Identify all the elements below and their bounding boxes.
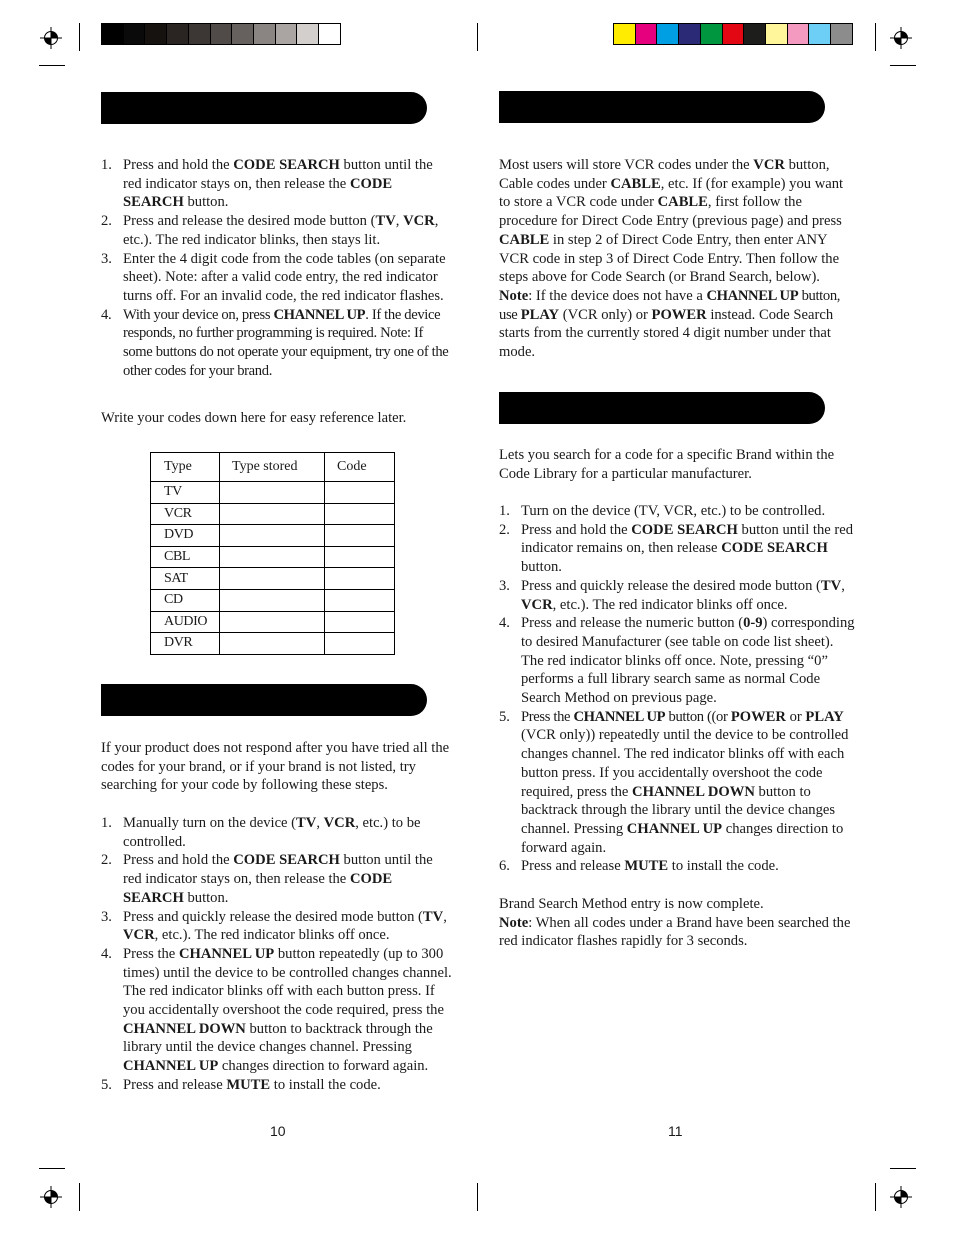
calibration-swatch	[809, 24, 831, 44]
code-table-code-cell	[325, 611, 395, 633]
calibration-swatch	[232, 24, 254, 44]
text-run: to install the code.	[668, 858, 779, 875]
code-table-code-cell	[325, 503, 395, 525]
bold-term: TV	[375, 213, 396, 230]
bold-term: CHANNEL UP	[273, 306, 366, 323]
code-table-code-cell	[325, 482, 395, 504]
calibration-swatch	[189, 24, 211, 44]
brand-search-header-band	[499, 392, 825, 424]
step-item	[499, 521, 855, 577]
brand-search-steps	[499, 502, 855, 876]
bold-term: CODE SEARCH	[123, 871, 393, 906]
bold-term: CHANNEL UP	[626, 820, 723, 837]
code-table-stored-cell	[220, 633, 325, 655]
text-run: , etc.). The red indicator blinks, then stays lit.	[123, 213, 439, 248]
step-number: 3.	[101, 250, 112, 267]
code-table-header-stored: Type stored	[220, 453, 325, 482]
code-table-row	[151, 546, 395, 568]
text-run: button until the red indicator remains on, then release	[521, 521, 854, 557]
brand-search-intro	[499, 446, 839, 483]
text-run: in step 2 of Direct Code Entry, then enter ANY VCR code in step 3 of Direct Code Entry. Then follow the steps above for Code Search (or Brand Search, below).	[499, 231, 840, 286]
code-table-type-cell: SAT	[151, 568, 220, 590]
code-table-type-cell: DVR	[151, 633, 220, 655]
text-run: Manually turn on the device (	[123, 815, 297, 831]
step-item	[101, 306, 455, 381]
step-item	[499, 857, 855, 876]
text-run: button to backtrack through the library until the device changes channel. Pressing	[123, 1020, 433, 1056]
calibration-swatch	[636, 24, 658, 44]
bold-term: CHANNEL UP	[573, 708, 666, 725]
calibration-swatch	[211, 24, 233, 44]
bold-term: CODE SEARCH	[123, 175, 393, 211]
text-run: , first follow the procedure for Direct Code Entry (previous page) and press	[499, 194, 842, 230]
text-run: With your device on, press	[123, 306, 274, 323]
code-table-code-cell	[325, 633, 395, 655]
calibration-swatch	[701, 24, 723, 44]
code-table-code-cell	[325, 546, 395, 568]
code-table-stored-cell	[220, 589, 325, 611]
registration-target-icon	[40, 1186, 62, 1208]
step-item	[101, 1076, 455, 1095]
text-run: button ((or	[665, 708, 731, 725]
bold-term: CHANNEL UP	[123, 1058, 219, 1075]
bold-term: CODE SEARCH	[233, 157, 340, 173]
text-run: button.	[183, 889, 229, 906]
step-item	[101, 250, 455, 306]
text-run: , etc. If (for example) you want to store a VCR code under	[499, 175, 844, 211]
bold-term: VCR	[753, 157, 785, 173]
step-number: 5.	[499, 708, 510, 725]
text-run: button, use	[499, 287, 841, 323]
bold-term: POWER	[651, 306, 707, 323]
bold-term: PLAY	[805, 708, 844, 725]
bold-term: VCR	[403, 213, 435, 230]
page-number-right: 11	[668, 1123, 683, 1139]
bold-term: 0-9	[743, 615, 763, 632]
brand-note-label: Note	[499, 914, 529, 931]
step-number: 1.	[101, 815, 112, 831]
brand-note	[499, 914, 859, 951]
text-run: : If the device does not have a	[528, 287, 707, 304]
bold-term: CODE SEARCH	[631, 521, 738, 538]
step-item	[101, 851, 455, 907]
text-run: Press and release	[123, 1076, 227, 1093]
step-item	[499, 614, 855, 708]
code-table-code-cell	[325, 525, 395, 547]
step-number: 3.	[101, 908, 112, 925]
code-table-code-cell	[325, 568, 395, 590]
text-run: Press and quickly release the desired mode button (	[123, 908, 423, 925]
code-search-header-band	[101, 684, 427, 716]
direct-code-entry-header-band	[101, 92, 427, 124]
storing-codes-text	[499, 156, 855, 362]
calibration-swatch	[254, 24, 276, 44]
code-table-header-code: Code	[325, 453, 395, 482]
step-item	[101, 814, 455, 851]
step-item	[101, 156, 455, 212]
calibration-swatch	[788, 24, 810, 44]
registration-target-icon	[890, 27, 912, 49]
text-run: ) corresponding to desired Manufacturer (see table on code list sheet). The red indicator blinks off once. Note, pressing “0” performs a full library search same as normal Code Search Method on previous page.	[521, 615, 855, 707]
calibration-swatch	[679, 24, 701, 44]
code-table-stored-cell	[220, 546, 325, 568]
calibration-swatch	[145, 24, 167, 44]
calibration-swatch	[319, 24, 340, 44]
code-table-stored-cell	[220, 568, 325, 590]
text-run: ,	[395, 213, 404, 230]
storing-codes-paragraph	[499, 156, 855, 362]
code-table-type-cell: TV	[151, 482, 220, 504]
page-number-left: 10	[270, 1123, 286, 1139]
bold-term: TV	[820, 577, 842, 594]
code-search-intro-text: If your product does not respond after you have tried all the codes for your brand, or if your brand is not listed, try searching for your code by following these steps.	[101, 740, 450, 794]
text-run: . If the device responds, no further programming is required. Note: If some buttons do not operate your equipment, try one of the other codes for your brand.	[123, 306, 449, 379]
text-run: button until the red indicator stays on, then release the	[123, 852, 433, 888]
bold-term: CHANNEL UP	[706, 287, 799, 304]
calibration-swatch	[614, 24, 636, 44]
bold-term: Note	[499, 287, 529, 304]
text-run: button.	[183, 194, 229, 211]
registration-target-icon	[40, 27, 62, 49]
step-number: 2.	[499, 521, 510, 538]
bold-term: VCR	[521, 596, 553, 613]
code-table-row	[151, 611, 395, 633]
text-run: button repeatedly (up to 300 times) until the device to be controlled changes channel. The red indicator blinks off with each button press. If you accidentally overshoot the code required, press the	[123, 945, 452, 1019]
bold-term: CHANNEL DOWN	[123, 1020, 246, 1037]
text-run: , etc.) to be controlled.	[123, 815, 421, 850]
text-run: ,	[443, 908, 447, 925]
write-codes-note-text: Write your codes down here for easy reference later.	[101, 410, 407, 426]
step-number: 2.	[101, 213, 112, 230]
bold-term: CABLE	[657, 194, 708, 211]
code-table-stored-cell	[220, 525, 325, 547]
text-run: button, Cable codes under	[499, 157, 830, 192]
code-search-steps	[101, 814, 455, 1095]
text-run: Press and hold the	[123, 852, 234, 869]
step-number: 6.	[499, 858, 510, 875]
code-table-row	[151, 482, 395, 504]
code-table-code-cell	[325, 589, 395, 611]
grayscale-calibration-bar	[101, 23, 341, 45]
step-number: 5.	[101, 1076, 112, 1093]
code-table-type-cell: VCR	[151, 503, 220, 525]
code-table-header-row	[151, 453, 395, 482]
text-run: Press and release the desired mode button (	[123, 213, 376, 230]
text-run: Press and quickly release the desired mode button (	[521, 577, 821, 594]
bold-term: CHANNEL UP	[178, 945, 275, 962]
brand-note-text: : When all codes under a Brand have been searched the red indicator flashes rapidly for 3 seconds.	[499, 914, 851, 950]
bold-term: CODE SEARCH	[233, 852, 340, 869]
text-run: Most users will store VCR codes under the	[499, 157, 754, 173]
code-table-row	[151, 503, 395, 525]
code-table-type-cell: CBL	[151, 546, 220, 568]
code-table-row	[151, 589, 395, 611]
direct-code-entry-steps	[101, 156, 455, 380]
text-run: Enter the 4 digit code from the code tables (on separate sheet). Note: after a valid code entry, the red indicator turns off. For an invalid code, the red indicator flashes.	[123, 250, 446, 304]
step-number: 1.	[101, 157, 112, 173]
step-number: 4.	[101, 945, 112, 962]
text-run: button until the red indicator stays on, then release the	[123, 157, 433, 192]
brand-complete-text: Brand Search Method entry is now complete.	[499, 896, 764, 912]
calibration-swatch	[744, 24, 766, 44]
text-run: button.	[521, 559, 562, 576]
bold-term: TV	[422, 908, 444, 925]
process-color-calibration-bar	[613, 23, 853, 45]
calibration-swatch	[723, 24, 745, 44]
step-number: 4.	[101, 306, 112, 323]
bold-term: MUTE	[226, 1076, 271, 1093]
bold-term: CABLE	[499, 231, 550, 248]
step-number: 1.	[499, 503, 510, 519]
step-item	[101, 908, 455, 945]
registration-target-icon	[890, 1186, 912, 1208]
text-run: Press the	[521, 708, 574, 725]
code-table-stored-cell	[220, 503, 325, 525]
calibration-swatch	[297, 24, 319, 44]
text-run: Press and hold the	[123, 157, 234, 173]
step-item	[499, 708, 855, 858]
step-number: 2.	[101, 852, 112, 869]
calibration-swatch	[124, 24, 146, 44]
bold-term: VCR	[123, 927, 155, 944]
bold-term: VCR	[323, 815, 356, 831]
bold-term: CHANNEL DOWN	[632, 783, 755, 800]
step-item	[499, 577, 855, 614]
text-run: or	[785, 708, 806, 725]
code-table-stored-cell	[220, 482, 325, 504]
calibration-swatch	[766, 24, 788, 44]
text-run: Press the	[123, 945, 179, 962]
brand-search-intro-text: Lets you search for a code for a specific Brand within the Code Library for a particular manufacturer.	[499, 447, 835, 482]
code-table-type-cell: DVD	[151, 525, 220, 547]
bold-term: CODE SEARCH	[721, 540, 828, 557]
code-table-row	[151, 568, 395, 590]
calibration-swatch	[657, 24, 679, 44]
code-table-type-cell: CD	[151, 589, 220, 611]
text-run: , etc.). The red indicator blinks off once.	[154, 927, 390, 944]
text-run: Press and release the numeric button (	[521, 615, 744, 632]
calibration-swatch	[276, 24, 298, 44]
calibration-swatch	[831, 24, 852, 44]
bold-term: POWER	[730, 708, 786, 725]
write-codes-note	[101, 409, 461, 428]
text-run: Press and release	[521, 858, 625, 875]
text-run: Turn on the device (TV, VCR, etc.) to be controlled.	[521, 503, 826, 519]
text-run: changes direction to forward again.	[218, 1058, 429, 1075]
bold-term: PLAY	[520, 306, 560, 323]
step-number: 4.	[499, 615, 510, 632]
text-run: changes direction to forward again.	[521, 820, 844, 856]
code-table-stored-cell	[220, 611, 325, 633]
text-run: instead. Code Search starts from the currently stored 4 digit number under that mode.	[499, 306, 834, 361]
code-table-type-cell: AUDIO	[151, 611, 220, 633]
calibration-swatch	[167, 24, 189, 44]
bold-term: TV	[296, 815, 317, 831]
code-search-intro	[101, 739, 461, 795]
text-run: ,	[316, 815, 324, 831]
text-run: Press and hold the	[521, 521, 632, 538]
code-record-table	[150, 452, 395, 655]
code-table-header-type: Type	[151, 453, 220, 482]
text-run: to install the code.	[270, 1076, 381, 1093]
bold-term: MUTE	[624, 858, 669, 875]
text-run: (VCR only)) repeatedly until the device to be controlled changes channel. The red indicator blinks off with each button press. If you accidentally overshoot the code required, press the	[521, 727, 849, 800]
text-run: (VCR only) or	[559, 306, 652, 323]
step-number: 3.	[499, 577, 510, 594]
step-item	[499, 502, 855, 521]
step-item	[101, 212, 455, 249]
step-item	[101, 945, 455, 1076]
bold-term: CABLE	[610, 175, 661, 192]
calibration-swatch	[102, 24, 124, 44]
text-run: ,	[841, 577, 845, 594]
code-table-row	[151, 633, 395, 655]
brand-search-footer	[499, 895, 859, 951]
storing-codes-header-band	[499, 91, 825, 123]
text-run: , etc.). The red indicator blinks off once.	[552, 596, 788, 613]
code-table-row	[151, 525, 395, 547]
text-run: button to backtrack through the library until the device changes channel. Pressing	[521, 783, 836, 837]
